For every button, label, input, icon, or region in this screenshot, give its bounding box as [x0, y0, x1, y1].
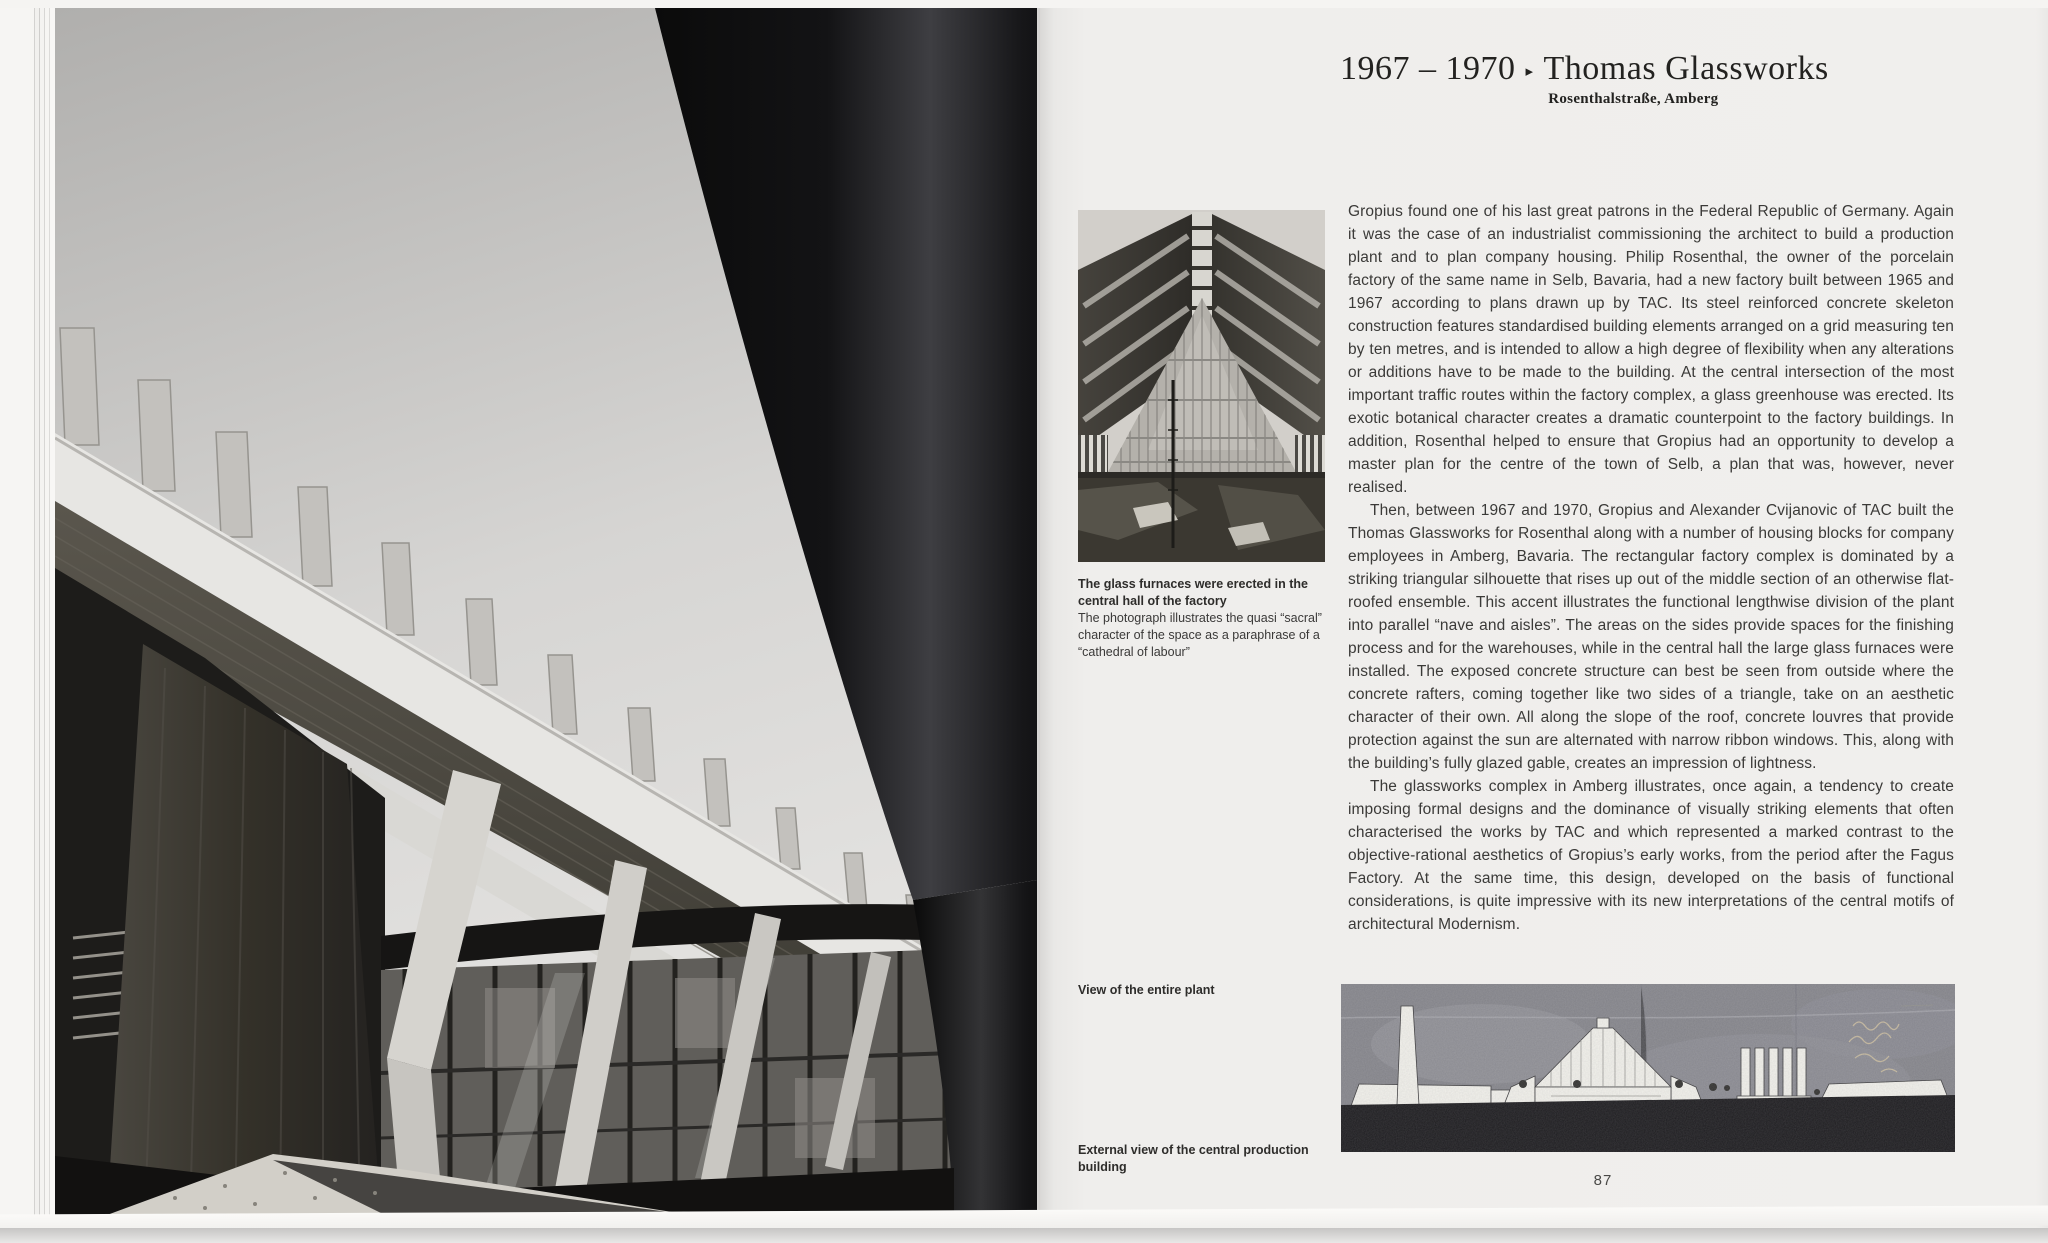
exterior-photo — [55, 8, 1037, 1215]
furnace-hall-photo — [1078, 210, 1325, 562]
page-number: 87 — [1593, 1172, 1613, 1189]
title-years: 1967 – 1970 — [1340, 50, 1516, 87]
chapter-title — [1340, 50, 1829, 108]
caption-note: The photograph illustrates the quasi “sacral” character of the space as a paraphrase of a “cathedral of labour” — [1078, 611, 1322, 659]
paragraph: Gropius found one of his last great patrons in the Federal Republic of Germany. Again it was the case of an industrialist commissioning the architect to build a production plant and to plan company housing. Philip Rosenthal, the owner of the porcelain factory of the same name in Selb, Bavaria, had a new factory built between 1965 and 1967 according to plans drawn up by TAC. Its steel reinforced concrete skeleton construction features standardised building elements arranged on a grid measuring ten by ten metres, and is intended to allow a high degree of flexibility when any alterations or additions have to be made to the building. At the central intersection of the most important traffic routes within the factory complex, a glass greenhouse was erected. Its exotic botanical character creates a dramatic counterpoint to the factory buildings. In addition, Rosenthal helped to ensure that Gropius had an opportunity to develop a master plan for the centre of the town of Selb, a plan that was, however, never realised. — [1348, 203, 1954, 496]
figure-caption-external: External view of the central production building — [1078, 1143, 1309, 1174]
title-work: Thomas Glassworks — [1543, 50, 1829, 87]
right-page — [1040, 0, 2048, 1243]
top-page-edge — [0, 0, 2048, 8]
paragraph: The glassworks complex in Amberg illustrates, once again, a tendency to create imposing formal designs and the dominance of visually striking elements that often characterised the works by TAC and which represented a marked contrast to the objective-rational aesthetics of Gropius’s early works, from the period after the Fagus Factory. At the same time, this design, developed on the basis of functional considerations, is quite impressive with its new interpretations of the central motifs of architectural Modernism. — [1348, 778, 1954, 933]
title-line — [1340, 50, 1829, 88]
spread-shadow — [0, 1228, 2048, 1243]
gutter-shadow — [1022, 6, 1040, 1218]
body-text — [1348, 200, 1954, 936]
caption-heading: The glass furnaces were erected in the central hall of the factory — [1078, 577, 1308, 608]
paragraph: Then, between 1967 and 1970, Gropius and Alexander Cvijanovic of TAC built the Thomas Glassworks for Rosenthal along with a number of housing blocks for company employees in Amberg, Bavaria. The rectangular factory complex is dominated by a striking triangular silhouette that rises up out of the middle section of an otherwise flat-roofed ensemble. This accent illustrates the functional lengthwise division of the plant into parallel “nave and aisles”. The areas on the sides provide spaces for the finishing process and for the warehouses, while in the central hall the large glass furnaces were installed. The exposed concrete structure can best be seen from outside where the concrete rafters, coming together like two sides of a triangle, take on an aesthetic character of their own. All along the slope of the roof, concrete louvres that provide protection against the sun are alternated with narrow ribbon windows. This, along with the building’s fully glazed gable, creates an impression of lightness. — [1348, 502, 1954, 772]
title-separator-icon: ▸ — [1525, 64, 1534, 80]
page-fore-edge — [0, 6, 56, 1224]
title-subtitle: Rosenthalstraße, Amberg — [1548, 91, 1719, 107]
elevation-drawing — [1341, 984, 1955, 1152]
figure-caption-plant: View of the entire plant — [1078, 983, 1215, 997]
figure-caption-furnace — [1078, 576, 1340, 661]
